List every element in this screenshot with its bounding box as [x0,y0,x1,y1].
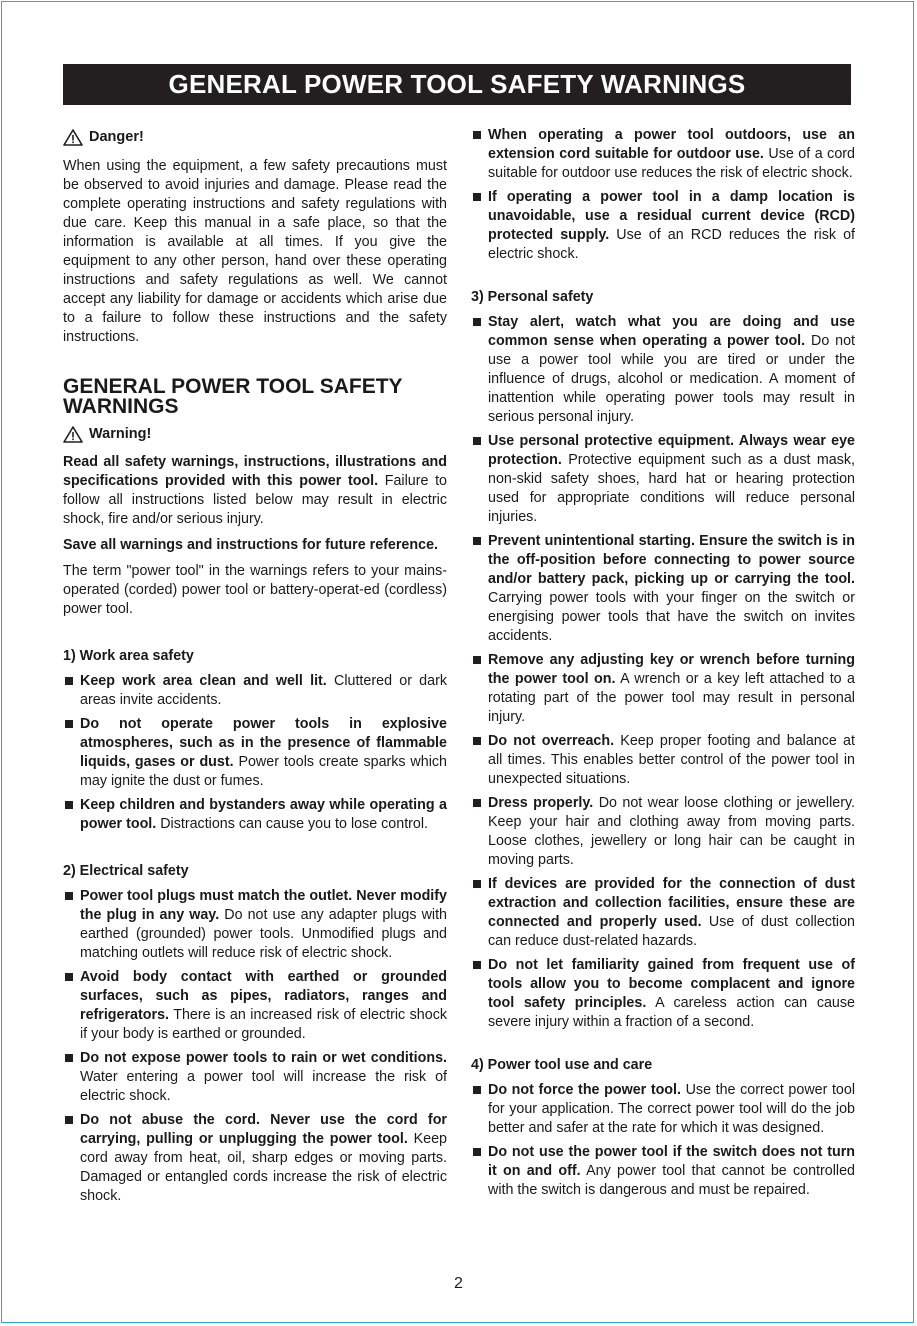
list-item [471,794,855,870]
electrical-list [63,887,447,1206]
item-bold-text: Do not use the power tool if the switch does not turn it on and off. [488,1144,855,1179]
square-bullet-icon [473,799,481,807]
list-item [63,715,447,791]
item-text: Use of an RCD reduces the risk of electric shock. [488,227,855,262]
item-text: Use of dust collection can reduce dust-related hazards. [488,914,855,949]
item-bold-text: If operating a power tool in a damp location is unavoidable, use a residual current device (RCD) protected supply. [488,189,855,243]
item-text: Keep cord away from heat, oil, sharp edges or moving parts. Damaged or entangled cords increase the risk of electric shock. [80,1131,447,1204]
item-bold-text: Avoid body contact with earthed or grounded surfaces, such as pipes, radiators, ranges and refrigerators. [80,969,447,1023]
tool-use-list [471,1081,855,1200]
read-all-text: Failure to follow all instructions listed below may result in electric shock, fire and/or serious injury. [63,473,447,527]
square-bullet-icon [473,880,481,888]
item-text: Do not wear loose clothing or jewellery. Keep your hair and clothing away from moving parts. Loose clothes, jewellery or long hair can be caught in moving parts. [488,795,856,868]
page-banner: GENERAL POWER TOOL SAFETY WARNINGS [63,64,851,105]
danger-label: Danger! [89,128,144,145]
list-item [63,887,447,963]
list-item [471,126,855,183]
square-bullet-icon [65,720,73,728]
list-item [471,732,855,789]
list-item [471,875,855,951]
item-bold-text: Do not expose power tools to rain or wet conditions. [80,1050,447,1066]
danger-heading [63,126,447,148]
save-warnings [63,536,447,555]
list-item [471,432,855,527]
square-bullet-icon [473,537,481,545]
work-area-heading: 1) Work area safety [63,648,194,664]
warning-triangle-icon [63,129,83,146]
list-item [63,968,447,1044]
list-item [63,1049,447,1106]
work-area-list [63,672,447,834]
item-bold-text: When operating a power tool outdoors, use an extension cord suitable for outdoor use. [488,127,855,162]
item-bold-text: Do not force the power tool. [488,1082,681,1098]
save-warnings-bold: Save all warnings and instructions for future reference. [63,537,438,553]
list-item [63,672,447,710]
list-item [63,1111,447,1206]
outdoor-list [471,126,855,264]
item-bold-text: Remove any adjusting key or wrench before turning the power tool on. [488,652,855,687]
read-all-bold: Read all safety warnings, instructions, illustrations and specifications provided with this power tool. [63,454,447,489]
square-bullet-icon [473,193,481,201]
list-item [471,956,855,1032]
item-text: Distractions can cause you to lose control. [156,816,429,832]
read-all-paragraph [63,453,447,529]
list-item [63,796,447,834]
warning-label: Warning! [89,425,152,442]
list-item [471,651,855,727]
item-bold-text: Prevent unintentional starting. Ensure the switch is in the off-position before connecting to power source and/or battery pack, picking up or carrying the tool. [488,533,855,587]
item-text: Protective equipment such as a dust mask, non-skid safety shoes, hard hat or hearing protection used for appropriate conditions will reduce personal injuries. [488,452,855,525]
item-text: Carrying power tools with your finger on the switch or energising power tools that have the switch on invites accidents. [488,590,855,644]
item-text: Do not use a power tool while you are tired or under the influence of drugs, alcohol or medication. A moment of inattention while operating power tools may result in serious personal injury. [488,333,855,425]
item-text: Keep proper footing and balance at all times. This enables better control of the power tool in unexpected situations. [488,733,855,787]
item-bold-text: Keep work area clean and well lit. [80,673,327,689]
page-number: 2 [454,1275,463,1292]
warning-heading [63,423,447,445]
list-item [471,1081,855,1138]
square-bullet-icon [473,318,481,326]
square-bullet-icon [65,801,73,809]
square-bullet-icon [473,1086,481,1094]
square-bullet-icon [65,973,73,981]
square-bullet-icon [473,131,481,139]
item-text: A careless action can cause severe injury within a fraction of a second. [488,995,855,1030]
square-bullet-icon [65,892,73,900]
item-text: Use the correct power tool for your application. The correct power tool will do the job better and safer at the rate for which it was designed. [488,1082,856,1136]
square-bullet-icon [65,677,73,685]
left-column [63,126,447,1211]
item-bold-text: Do not overreach. [488,733,615,749]
item-bold-text: Keep children and bystanders away while operating a power tool. [80,797,447,832]
list-item [471,1143,855,1200]
item-bold-text: Dress properly. [488,795,594,811]
term-paragraph: The term "power tool" in the warnings refers to your mains-operated (corded) power tool or battery-operat-ed (cordless) power tool. [63,563,447,617]
square-bullet-icon [473,961,481,969]
square-bullet-icon [473,1148,481,1156]
item-text: Do not use any adapter plugs with earthed (grounded) power tools. Unmodified plugs and matching outlets will reduce risk of electric shock. [80,907,447,961]
tool-use-heading: 4) Power tool use and care [471,1057,653,1073]
item-text: Use of a cord suitable for outdoor use reduces the risk of electric shock. [488,146,855,181]
item-text: Any power tool that cannot be controlled with the switch is dangerous and must be repaired. [488,1163,855,1198]
item-text: Water entering a power tool will increase the risk of electric shock. [80,1069,447,1104]
item-bold-text: Do not abuse the cord. Never use the cord for carrying, pulling or unplugging the power tool. [80,1112,447,1147]
square-bullet-icon [65,1054,73,1062]
square-bullet-icon [473,737,481,745]
square-bullet-icon [473,437,481,445]
list-item [471,188,855,264]
item-bold-text: If devices are provided for the connection of dust extraction and collection facilities, ensure these are connected and properly used. [488,876,855,930]
section-title: GENERAL POWER TOOL SAFETY WARNINGS [63,375,403,418]
personal-safety-heading: 3) Personal safety [471,289,594,305]
electrical-heading: 2) Electrical safety [63,863,189,879]
item-text: Cluttered or dark areas invite accidents. [80,673,447,708]
item-text: A wrench or a key left attached to a rotating part of the power tool may result in personal injury. [488,671,855,725]
item-bold-text: Stay alert, watch what you are doing and use common sense when operating a power tool. [488,314,855,349]
list-item [471,313,855,427]
item-bold-text: Do not let familiarity gained from frequent use of tools allow you to become complacent and ignore tool safety principles. [488,957,855,1011]
warning-triangle-icon [63,426,83,443]
item-text: Power tools create sparks which may ignite the dust or fumes. [80,754,447,789]
list-item [471,532,855,646]
square-bullet-icon [65,1116,73,1124]
item-bold-text: Use personal protective equipment. Always wear eye protection. [488,433,855,468]
danger-text: When using the equipment, a few safety precautions must be observed to avoid injuries and damage. Please read the complete operating instructions and safety regulations with due care. Keep this manual in a safe place, so that the information is available at all times. If you give the equipment to any other person, hand over these operating instructions and safety regulations as well. We cannot accept any liability for damage or accidents which arise due to a failure to follow these instructions and the safety instructions. [63,158,447,345]
square-bullet-icon [473,656,481,664]
item-text: There is an increased risk of electric shock if your body is earthed or grounded. [80,1007,447,1042]
right-column [471,126,855,1205]
item-bold-text: Power tool plugs must match the outlet. Never modify the plug in any way. [80,888,447,923]
personal-safety-list [471,313,855,1032]
item-bold-text: Do not operate power tools in explosive atmospheres, such as in the presence of flammable liquids, gases or dust. [80,716,447,770]
